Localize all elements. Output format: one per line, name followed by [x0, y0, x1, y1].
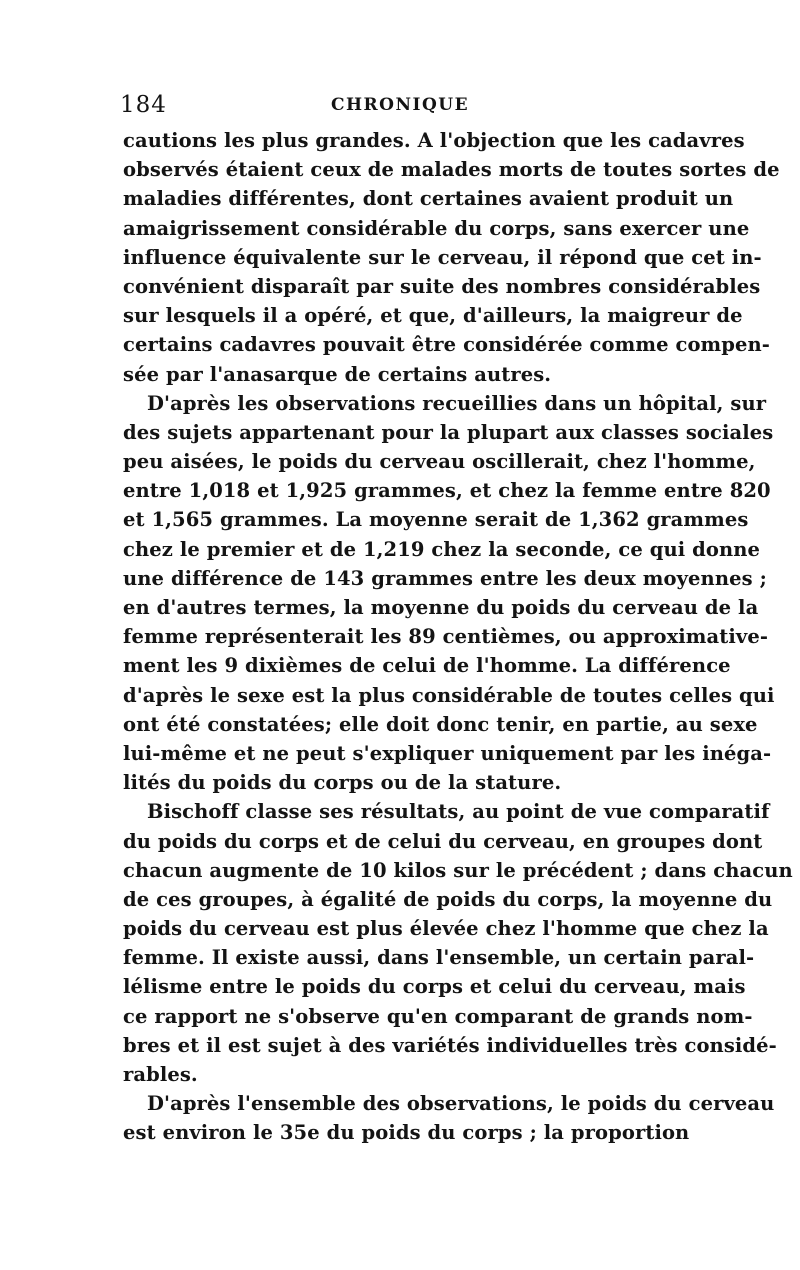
text-line: Bischoff classe ses résultats, au point de vue comparatif	[147, 800, 770, 824]
text-line: influence équivalente sur le cerveau, il répond que cet in-	[123, 245, 762, 269]
running-title: CHRONIQUE	[330, 95, 470, 115]
text-line: du poids du corps et de celui du cerveau, en groupes dont	[123, 829, 763, 853]
text-line: femme représenterait les 89 centièmes, ou approximative-	[123, 625, 769, 649]
text-line: cautions les plus grandes. A l'objection que les cadavres	[123, 129, 745, 152]
text-line: femme. Il existe aussi, dans l'ensemble, un certain paral-	[123, 946, 755, 970]
page-number: 184	[120, 92, 167, 118]
text-line: chez le premier et de 1,219 chez la seconde, ce qui donne	[123, 537, 761, 561]
text-line: convénient disparaît par suite des nombres considérables	[123, 274, 761, 298]
text-line: bres et il est sujet à des variétés individuelles très considé-	[123, 1033, 777, 1057]
text-line: observés étaient ceux de malades morts de toutes sortes de	[123, 158, 780, 182]
text-line: en d'autres termes, la moyenne du poids du cerveau de la	[123, 596, 759, 619]
text-line: d'après le sexe est la plus considérable de toutes celles qui	[123, 683, 775, 707]
text-line: et 1,565 grammes. La moyenne serait de 1,362 grammes	[123, 508, 749, 532]
text-line: des sujets appartenant pour la plupart aux classes sociales	[123, 420, 774, 444]
text-line: sée par l'anasarque de certains autres.	[123, 362, 552, 386]
text-line: lélisme entre le poids du corps et celui du cerveau, mais	[123, 975, 746, 999]
text-line: lités du poids du corps ou de la stature.	[123, 771, 562, 795]
text-line: lui-même et ne peut s'expliquer uniquement par les inéga-	[123, 741, 772, 765]
text-line: maladies différentes, dont certaines avaient produit un	[123, 187, 734, 211]
text-line: D'après les observations recueillies dans un hôpital, sur	[147, 391, 767, 415]
text-line: est environ le 35e du poids du corps ; la proportion	[123, 1121, 690, 1145]
text-line: une différence de 143 grammes entre les deux moyennes ;	[123, 566, 767, 590]
text-line: D'après l'ensemble des observations, le poids du cerveau	[147, 1092, 775, 1116]
text-line: de ces groupes, à égalité de poids du corps, la moyenne du	[123, 887, 773, 911]
text-line: ce rapport ne s'observe qu'en comparant de grands nom-	[123, 1004, 753, 1028]
running-head	[120, 92, 680, 122]
text-line: poids du cerveau est plus élevée chez l'homme que chez la	[123, 917, 769, 941]
text-line: peu aisées, le poids du cerveau oscillerait, chez l'homme,	[123, 450, 756, 474]
text-line: rables.	[123, 1063, 198, 1086]
text-line: amaigrissement considérable du corps, sans exercer une	[123, 216, 750, 240]
text-line: ont été constatées; elle doit donc tenir, en partie, au sexe	[123, 712, 758, 736]
text-line: certains cadavres pouvait être considérée comme compen-	[123, 333, 770, 357]
body-text	[123, 126, 793, 1148]
text-line: sur lesquels il a opéré, et que, d'ailleurs, la maigreur de	[123, 304, 743, 328]
text-line: ment les 9 dixièmes de celui de l'homme. La différence	[123, 654, 731, 678]
text-line: chacun augmente de 10 kilos sur le précédent ; dans chacun	[123, 858, 793, 882]
text-line: entre 1,018 et 1,925 grammes, et chez la femme entre 820	[123, 479, 771, 503]
